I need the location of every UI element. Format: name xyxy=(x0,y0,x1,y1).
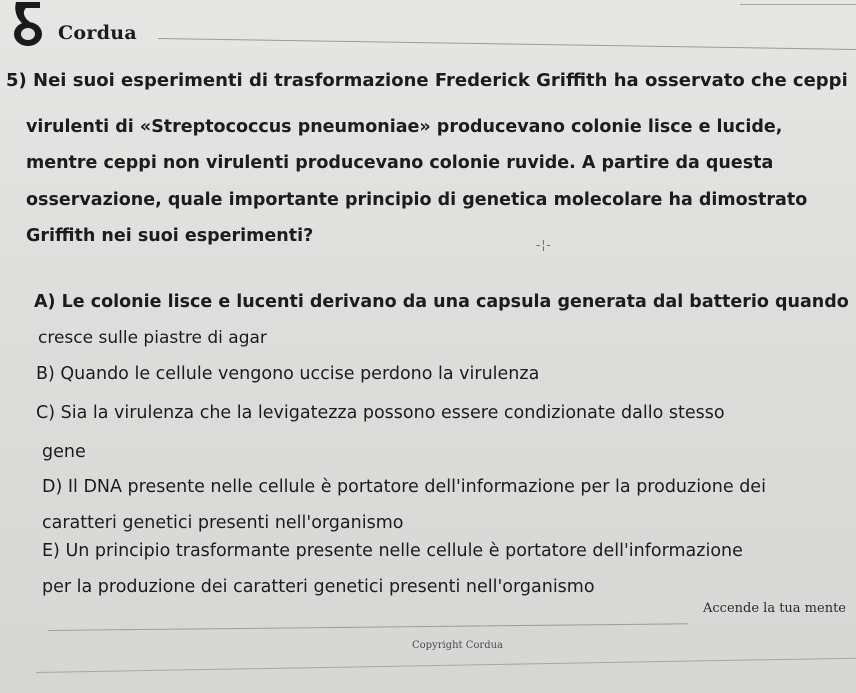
option-d-line: caratteri genetici presenti nell'organismo xyxy=(42,513,404,533)
option-a-line: A) Le colonie lisce e lucenti derivano da una capsula generata dal batterio quando xyxy=(34,292,849,312)
option-b-line: B) Quando le cellule vengono uccise perdono la virulenza xyxy=(36,364,540,384)
footer-tagline: Accende la tua mente xyxy=(703,601,846,616)
option-a-line: cresce sulle piastre di agar xyxy=(38,328,267,348)
option-c-line: C) Sia la virulenza che la levigatezza possono essere condizionate dallo stesso xyxy=(36,403,725,423)
question-line: Griffith nei suoi esperimenti? xyxy=(26,226,314,246)
question-line: virulenti di «Streptococcus pneumoniae» producevano colonie lisce e lucide, xyxy=(26,117,783,137)
copyright-notice: Copyright Cordua xyxy=(412,640,503,651)
option-c-line: gene xyxy=(42,442,86,462)
footer-divider xyxy=(48,623,688,631)
question-line: mentre ceppi non virulenti producevano colonie ruvide. A partire da questa xyxy=(26,153,774,173)
option-e-line: per la produzione dei caratteri genetici presenti nell'organismo xyxy=(42,577,595,597)
text-cursor-icon: -¦- xyxy=(536,238,552,252)
question-line: osservazione, quale importante principio di genetica molecolare ha dimostrato xyxy=(26,190,808,210)
option-e-line: E) Un principio trasformante presente nelle cellule è portatore dell'informazione xyxy=(42,541,743,561)
top-divider xyxy=(740,4,856,5)
cordua-logo-icon xyxy=(6,0,50,50)
bottom-divider xyxy=(36,658,856,673)
header-divider xyxy=(158,38,856,50)
option-d-line: D) Il DNA presente nelle cellule è portatore dell'informazione per la produzione dei xyxy=(42,477,766,497)
brand-name: Cordua xyxy=(58,22,138,44)
question-line: 5) Nei suoi esperimenti di trasformazione Frederick Griffith ha osservato che ceppi xyxy=(6,70,848,91)
